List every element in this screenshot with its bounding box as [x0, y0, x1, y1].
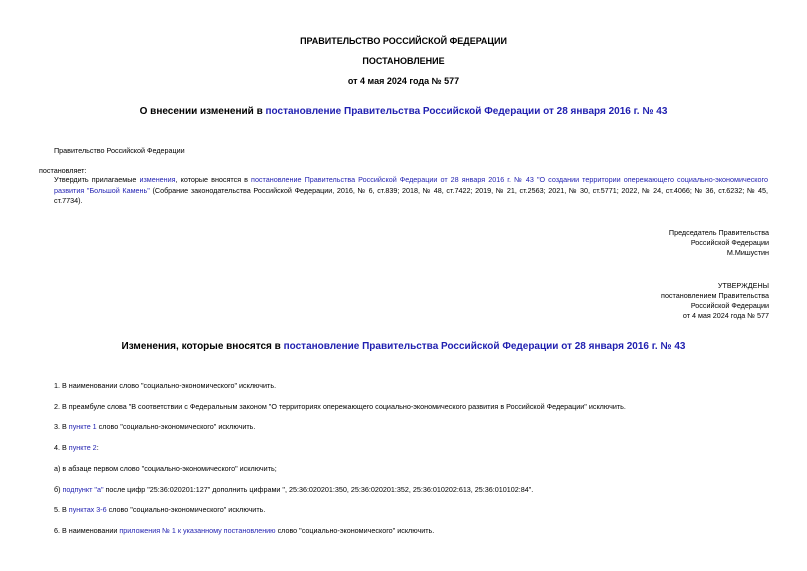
main-paragraph-text-3: (Собрание законодательства Российской Федерации, 2016, № 6, ст.839; 2018, № 48, ст.7422; 2019, № 21, ст.2563; 2021, № 30, ст.5771; 2022, № 24, ст.4066; № 36, ст.6232; № 45, ст.7734). [54, 185, 769, 205]
list-item-text: б) [54, 485, 63, 494]
list-item: 1. В наименовании слово "социально-экономического" исключить. [54, 381, 277, 390]
main-paragraph-text-1: Утвердить прилагаемые [54, 175, 140, 184]
government-heading: ПРАВИТЕЛЬСТВО РОССИЙСКОЙ ФЕДЕРАЦИИ [300, 36, 507, 46]
approval-block [661, 281, 769, 321]
main-paragraph [54, 175, 768, 207]
list-item-text: слово "социально-экономического" исключить. [275, 526, 435, 535]
main-paragraph-text-2: , которые вносятся в [175, 175, 252, 184]
list-item [54, 526, 434, 535]
list-item [54, 443, 99, 452]
list-item-text: 4. В [54, 443, 69, 452]
signature-line-2: Российской Федерации [690, 238, 769, 247]
document-type: ПОСТАНОВЛЕНИЕ [362, 56, 445, 66]
approval-line-3: Российской Федерации [690, 301, 769, 310]
changes-title [0, 341, 807, 352]
decree-43-link[interactable]: постановление Правительства Российской Федерации от 28 января 2016 г. № 43 "О создании территории опережающего социально-экономического развития "Большой Камень" [54, 175, 768, 195]
list-item [54, 422, 255, 431]
points-3-6-link[interactable]: пунктах 3-6 [68, 505, 107, 514]
list-item-text: 6. В наименовании [54, 526, 120, 535]
point-2-link[interactable]: пункте 2 [68, 443, 97, 452]
list-item-text: после цифр "25:36:020201:127" дополнить цифрами ", 25:36:020201:350, 25:36:020201:352, 25:36:010202:613, 25:36:010102:84". [103, 485, 534, 494]
changes-title-prefix: Изменения, которые вносятся в [121, 341, 284, 352]
list-item: а) в абзаце первом слово "социально-экономического" исключить; [54, 464, 277, 473]
document-title-prefix: О внесении изменений в [139, 106, 266, 117]
approval-line-4: от 4 мая 2024 года № 577 [682, 311, 769, 320]
signature-line-1: Председатель Правительства [668, 228, 769, 237]
signature-block [669, 228, 769, 258]
intro-text: Правительство Российской Федерации [54, 146, 185, 155]
document-title-link[interactable]: постановление Правительства Российской Федерации от 28 января 2016 г. № 43 [265, 106, 668, 117]
approval-line-1: УТВЕРЖДЕНЫ [717, 281, 769, 290]
said-decree-link[interactable]: к указанному постановлению [177, 526, 276, 535]
signature-line-3: М.Мишустин [726, 248, 769, 257]
list-item [54, 505, 265, 514]
changes-title-link[interactable]: постановление Правительства Российской Федерации от 28 января 2016 г. № 43 [283, 341, 686, 352]
appendix-1-link[interactable]: приложения № 1 [119, 526, 176, 535]
list-item-text: 5. В [54, 505, 69, 514]
changes-link[interactable]: изменения [139, 175, 176, 184]
list-item-text: 3. В [54, 422, 69, 431]
subpoint-a-link[interactable]: подпункт "а" [62, 485, 104, 494]
list-item-text: слово "социально-экономического" исключить. [96, 422, 256, 431]
point-1-link[interactable]: пункте 1 [68, 422, 97, 431]
list-item: 2. В преамбуле слова "В соответствии с Федеральным законом "О территориях опережающего социально-экономического развития в Российской Федерации" исключить. [54, 402, 626, 411]
list-item-text: слово "социально-экономического" исключить. [106, 505, 266, 514]
decree-word: постановляет: [39, 166, 87, 175]
list-item [54, 485, 533, 494]
approval-line-2: постановлением Правительства [661, 291, 769, 300]
document-title [0, 106, 807, 117]
list-item-text: : [96, 443, 99, 452]
document-date: от 4 мая 2024 года № 577 [347, 76, 460, 86]
